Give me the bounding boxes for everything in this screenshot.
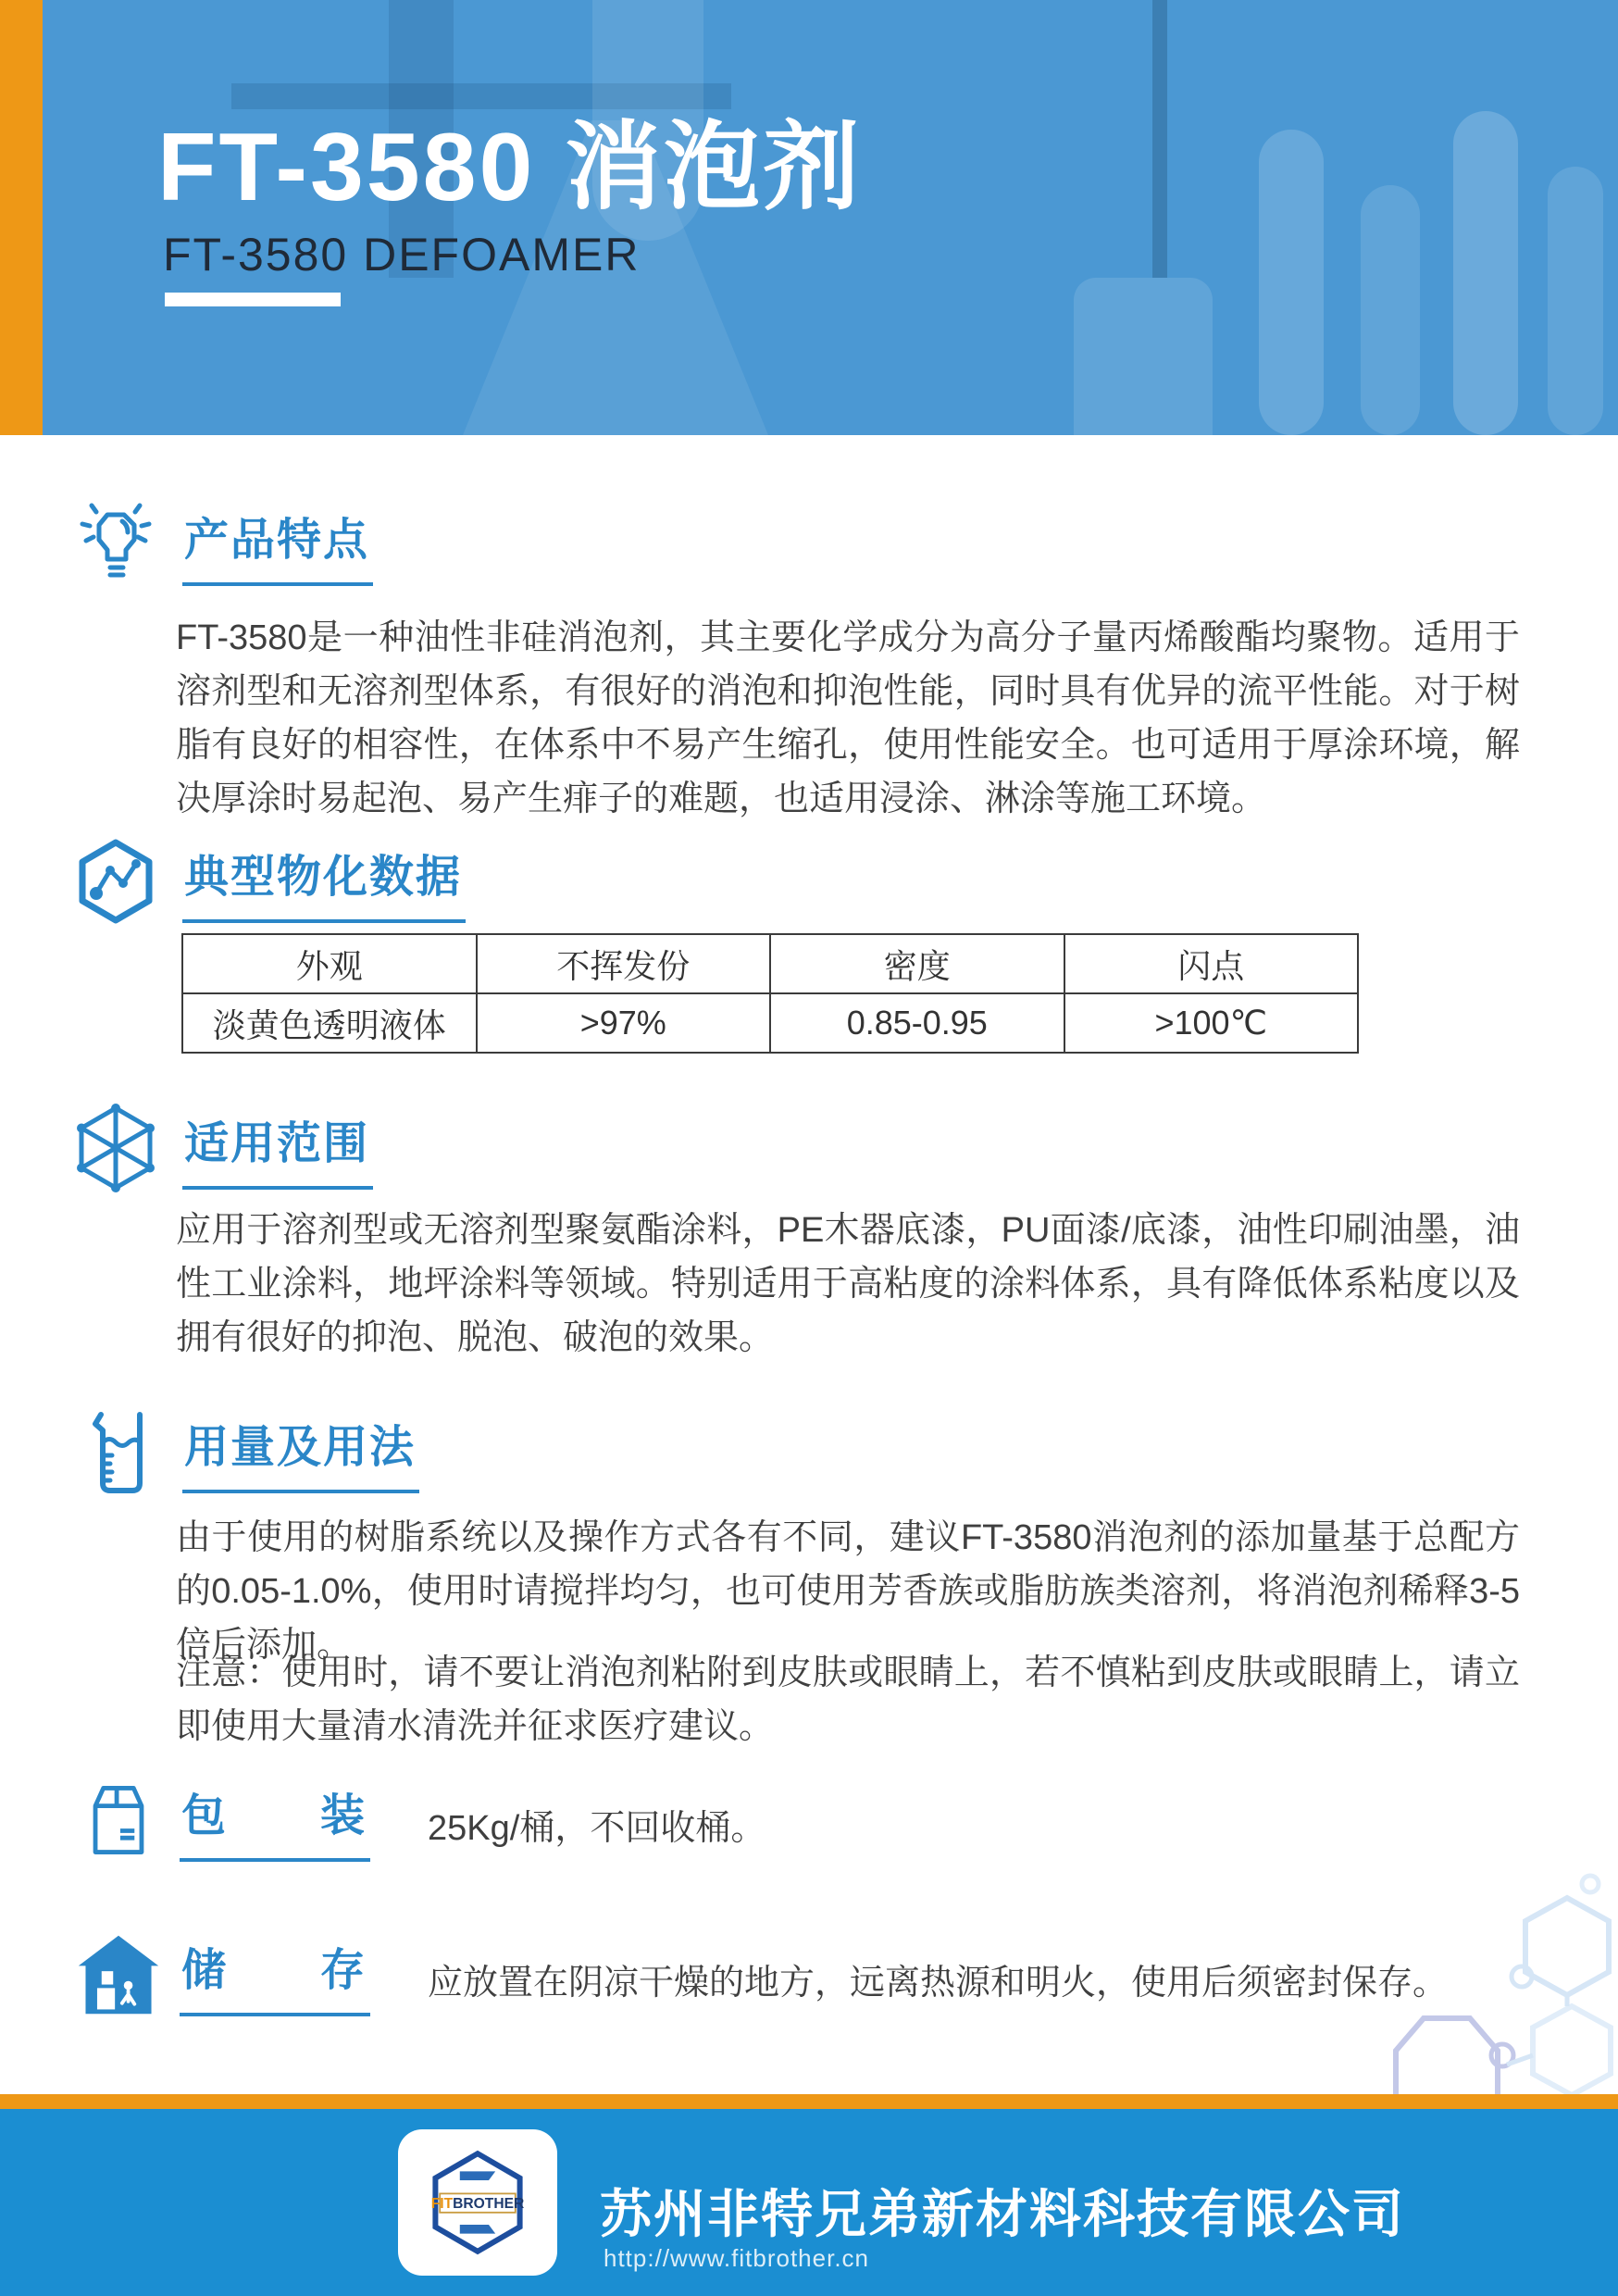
physical-data-table [181, 933, 1359, 1054]
section-features-header [69, 498, 373, 591]
lab-photo-decoration [1548, 167, 1603, 435]
scope-paragraph: 应用于溶剂型或无溶剂型聚氨酯涂料，PE木器底漆，PU面漆/底漆，油性印刷油墨，油性工业涂料，地坪涂料等领域。特别适用于高粘度的涂料体系，具有降低体系粘度以及拥有很好的抑泡、脱泡、破泡的效果。 [176, 1211, 1520, 1357]
footer [0, 2109, 1618, 2296]
section-heading-usage: 用量及用法 [182, 1411, 419, 1493]
lightbulb-icon [69, 498, 162, 591]
molecule-pattern-decoration [1026, 1866, 1618, 2097]
section-heading-packaging: 包 装 [180, 1779, 370, 1862]
table-header-cell: 密度 [770, 934, 1064, 993]
section-physical-data-header [69, 835, 466, 928]
footer-accent-bar [0, 2094, 1618, 2109]
table-header-cell: 外观 [182, 934, 477, 993]
company-website: http://www.fitbrother.cn [604, 2244, 870, 2272]
product-subtitle-en: FT-3580 DEFOAMER [163, 229, 641, 281]
usage-note-paragraph: 注意：使用时，请不要让消泡剂粘附到皮肤或眼睛上，若不慎粘到皮肤或眼睛上，请立即使用大量清水清洗并征求医疗建议。 [176, 1653, 1520, 1746]
table-row [182, 993, 1358, 1053]
logo-text-fit: FIT [430, 2196, 454, 2212]
lab-photo-decoration [1259, 130, 1324, 435]
features-paragraph: FT-3580是一种油性非硅消泡剂，其主要化学成分为高分子量丙烯酸酯均聚物。适用于溶剂型和无溶剂型体系，有很好的消泡和抑泡性能，同时具有优异的流平性能。对于树脂有良好的相容性，在体系中不易产生缩孔，使用性能安全。也可适用于厚涂环境，解决厚涂时易起泡、易产生痱子的难题，也适用浸涂、淋涂等施工环境。 [176, 618, 1520, 818]
section-packaging [74, 1776, 765, 1865]
section-scope-header [69, 1102, 373, 1194]
table-cell-appearance: 淡黄色透明液体 [182, 993, 477, 1053]
table-header-row [182, 934, 1358, 993]
table-cell-density: 0.85-0.95 [770, 993, 1064, 1053]
company-name: 苏州非特兄弟新材料科技有限公司 [600, 2185, 1405, 2243]
section-usage-header [69, 1405, 419, 1498]
lab-photo-decoration [1453, 111, 1518, 435]
lab-photo-decoration [1074, 278, 1213, 435]
section-heading-storage: 储 存 [180, 1934, 370, 2016]
title-underline-bar [165, 293, 341, 306]
logo-text-brother: BROTHER [453, 2196, 525, 2212]
table-header-cell: 闪点 [1064, 934, 1359, 993]
section-heading-features: 产品特点 [182, 504, 373, 586]
table-cell-flashpoint: >100℃ [1064, 993, 1359, 1053]
lab-photo-decoration [1152, 0, 1167, 278]
section-heading-physical-data: 典型物化数据 [182, 841, 466, 923]
warehouse-icon [74, 1930, 163, 2019]
hex-wireframe-icon [69, 1102, 162, 1194]
table-cell-nonvolatile: >97% [477, 993, 771, 1053]
svg-text:FITBROTHER [431, 2196, 525, 2212]
packaging-text: 25Kg/桶，不回收桶。 [428, 1808, 766, 1848]
storage-text: 应放置在阴凉干燥的地方，远离热源和明火，使用后须密封保存。 [428, 1963, 1449, 2003]
beaker-icon [69, 1405, 162, 1498]
lab-photo-decoration [1361, 185, 1420, 435]
product-title: FT-3580 消泡剂 [157, 114, 863, 221]
section-heading-scope: 适用范围 [182, 1107, 373, 1190]
hero-banner [0, 0, 1618, 435]
package-box-icon [74, 1776, 163, 1865]
fitbrother-hexagon-logo [398, 2129, 557, 2276]
table-header-cell: 不挥发份 [477, 934, 771, 993]
left-accent-strip [0, 0, 43, 435]
usage-paragraph: 由于使用的树脂系统以及操作方式各有不同，建议FT-3580消泡剂的添加量基于总配方的0.05-1.0%，使用时请搅拌均匀，也可使用芳香族或脂肪族类溶剂，将消泡剂稀释3-5倍后添加。 [176, 1518, 1520, 1665]
molecule-hexagon-icon [69, 835, 162, 928]
